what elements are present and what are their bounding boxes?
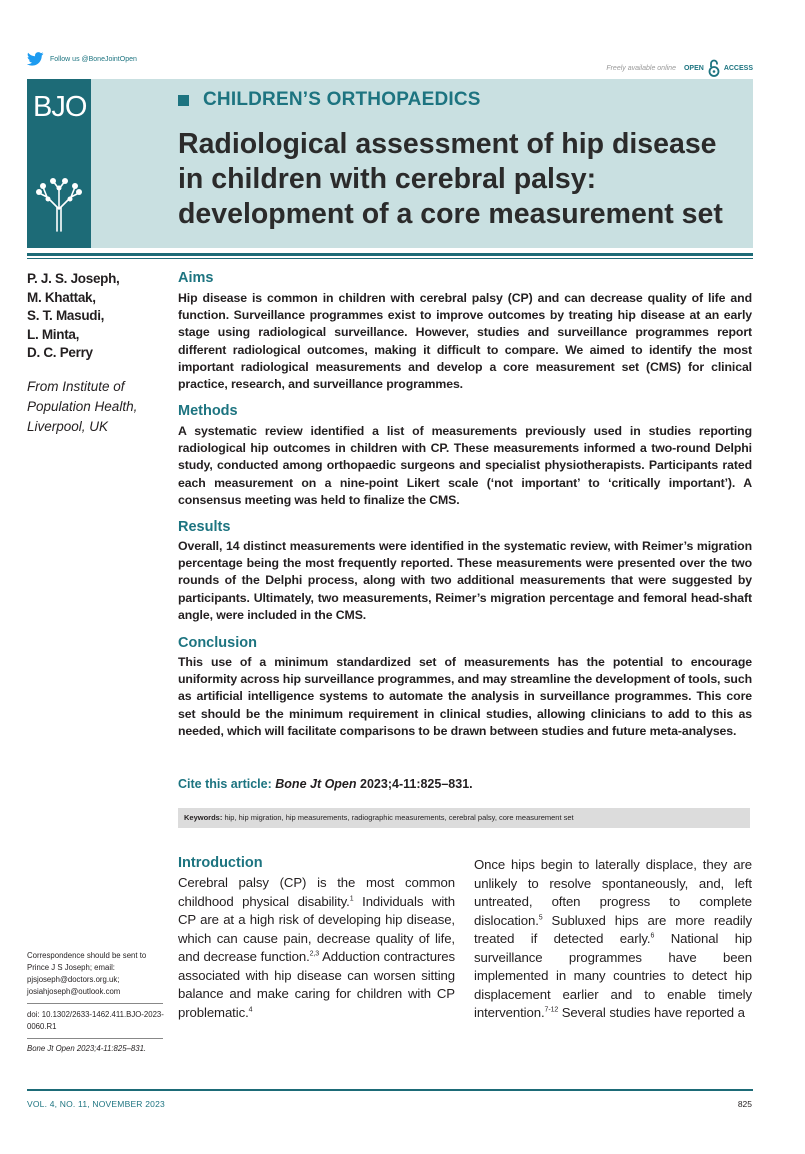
- note-divider: [27, 1003, 163, 1004]
- twitter-follow-link[interactable]: [27, 52, 137, 66]
- conclusion-heading: Conclusion: [178, 635, 257, 651]
- introduction-heading: Introduction: [178, 855, 263, 871]
- doi-note[interactable]: doi: 10.1302/2633-1462.411.BJO-2023-0060.R1: [27, 1010, 164, 1031]
- body-column-right: [474, 856, 752, 1023]
- body-text: Cerebral palsy (CP) is the most common childhood physical disability.: [178, 875, 455, 909]
- author: L. Minta,: [27, 326, 80, 342]
- header-rule: [27, 253, 753, 256]
- twitter-bird-icon: [27, 52, 44, 66]
- open-access-badge: [606, 59, 753, 77]
- article-title: [178, 127, 748, 232]
- journal-logo-text: BJO: [33, 91, 87, 123]
- twitter-handle: Follow us @BoneJointOpen: [50, 55, 137, 63]
- cite-journal: Bone Jt Open: [275, 777, 357, 791]
- aims-text: Hip disease is common in children with cerebral palsy (CP) and can decrease quality of life and function. Surveillance programmes exist to improve outcomes by treating hip disease at an early stage using radiological surveillance. However, studies and surveillance programmes report different radiological outcomes, making it difficult to compare. We aimed to identify the most important radiological measurements and develop a core measurement set (CMS) for clinical practice, research, and surveillance programmes.: [178, 291, 752, 392]
- keywords-label: Keywords:: [184, 813, 223, 822]
- title-line: Radiological assessment of hip disease: [178, 128, 717, 160]
- body-text: Subluxed hips are more readily treated if detected early.: [474, 912, 752, 946]
- footer-rule: [27, 1089, 753, 1091]
- note-divider: [27, 1038, 163, 1039]
- keywords-text: hip, hip migration, hip measurements, radiographic measurements, cerebral palsy, core measurement set: [224, 813, 574, 822]
- body-text: Several studies have reported a: [558, 1005, 745, 1020]
- author: P. J. S. Joseph,: [27, 271, 120, 286]
- cite-label: Cite this article:: [178, 777, 272, 791]
- open-label: OPEN: [683, 64, 704, 72]
- citation-ref[interactable]: 7-12: [544, 1006, 559, 1014]
- correspondence-note: Correspondence should be sent to Prince J S Joseph; email: pjsjoseph@doctors.org.uk; josiahjoseph@outlook.com: [27, 951, 147, 996]
- citation-ref[interactable]: 4: [248, 1006, 253, 1014]
- cite-article: [178, 777, 473, 791]
- freely-available-label: Freely available online: [606, 64, 676, 72]
- citation-ref[interactable]: 2,3: [309, 950, 320, 958]
- body-column-left: [178, 874, 455, 1022]
- citation-ref[interactable]: 6: [650, 932, 655, 940]
- access-label: ACCESS: [723, 64, 753, 72]
- results-heading: Results: [178, 519, 231, 535]
- body-text: Adduction contractures associated with hip disease can worsen sitting balance and make caring for children with CP problematic.: [178, 949, 455, 1020]
- body-text: Individuals with CP are at a high risk of developing hip disease, which can cause pain, decrease quality of life, and decrease function.: [178, 893, 455, 964]
- citation-ref[interactable]: 1: [349, 895, 354, 903]
- conclusion-text: This use of a minimum standardized set of measurements has the potential to encourage uniformity across hip surveillance programmes, and may streamline the development of tools, such as artificial intelligence systems to automate the analysis in surveillance programmes. This core set should be the minimum requirement in clinical studies, allowing clinicians to add to this as needed, which will facilitate comparisons to be drawn between studies and future meta-analyses.: [178, 655, 752, 738]
- body-text: Once hips begin to laterally displace, they are unlikely to resolve spontaneously, and, left untreated, often progress to complete dislocation.: [474, 857, 752, 928]
- cite-ref: 2023;4-11:825–831.: [360, 777, 473, 791]
- footer-volume: VOL. 4, NO. 11, NOVEMBER 2023: [27, 1099, 165, 1109]
- section-label: CHILDREN’S ORTHOPAEDICS: [203, 89, 481, 110]
- journal-logo: [27, 79, 91, 248]
- methods-heading: Methods: [178, 403, 238, 419]
- keywords-bar: [178, 808, 750, 828]
- author-list: [27, 270, 120, 363]
- title-line: development of a core measurement set: [178, 198, 723, 230]
- body-text: National hip surveillance programmes have been implemented in many countries to detect hip displacement earlier and to enable timely intervention.: [474, 931, 753, 1020]
- tree-logo-icon: [33, 177, 85, 233]
- citation-ref[interactable]: 5: [538, 914, 543, 922]
- page-number: 825: [737, 1099, 752, 1109]
- section-heading: [178, 89, 481, 111]
- citation-note: Bone Jt Open 2023;4-11:825–831.: [27, 1044, 147, 1053]
- author: S. T. Masudi,: [27, 308, 105, 323]
- header-rule-thin: [27, 258, 753, 259]
- open-lock-icon: [708, 59, 720, 77]
- author: D. C. Perry: [27, 345, 93, 360]
- results-text: Overall, 14 distinct measurements were identified in the systematic review, with Reimer’s migration percentage being the most frequently reported. These measurements were presented over the two rounds of the Delphi process, along with two additional measurements that were suggested by participants. Ultimately, two measurements, Reimer’s migration percentage and femoral head-shaft angle, were included in the CMS.: [178, 539, 752, 622]
- affiliation: From Institute of Population Health, Liverpool, UK: [27, 379, 138, 434]
- title-line: in children with cerebral palsy:: [178, 163, 597, 195]
- methods-text: A systematic review identified a list of measurements previously used in studies reporting radiological hip outcomes in children with CP. These measurements informed a two-round Delphi study, conducted among orthopaedic surgeons and specialist physiotherapists. Participants rated each measurement on a nine-point Likert scale (‘not important’ to ‘critically important’). A consensus meeting was held to finalize the CMS.: [178, 424, 752, 507]
- section-marker: [178, 95, 189, 106]
- aims-heading: Aims: [178, 270, 214, 286]
- author: M. Khattak,: [27, 289, 96, 305]
